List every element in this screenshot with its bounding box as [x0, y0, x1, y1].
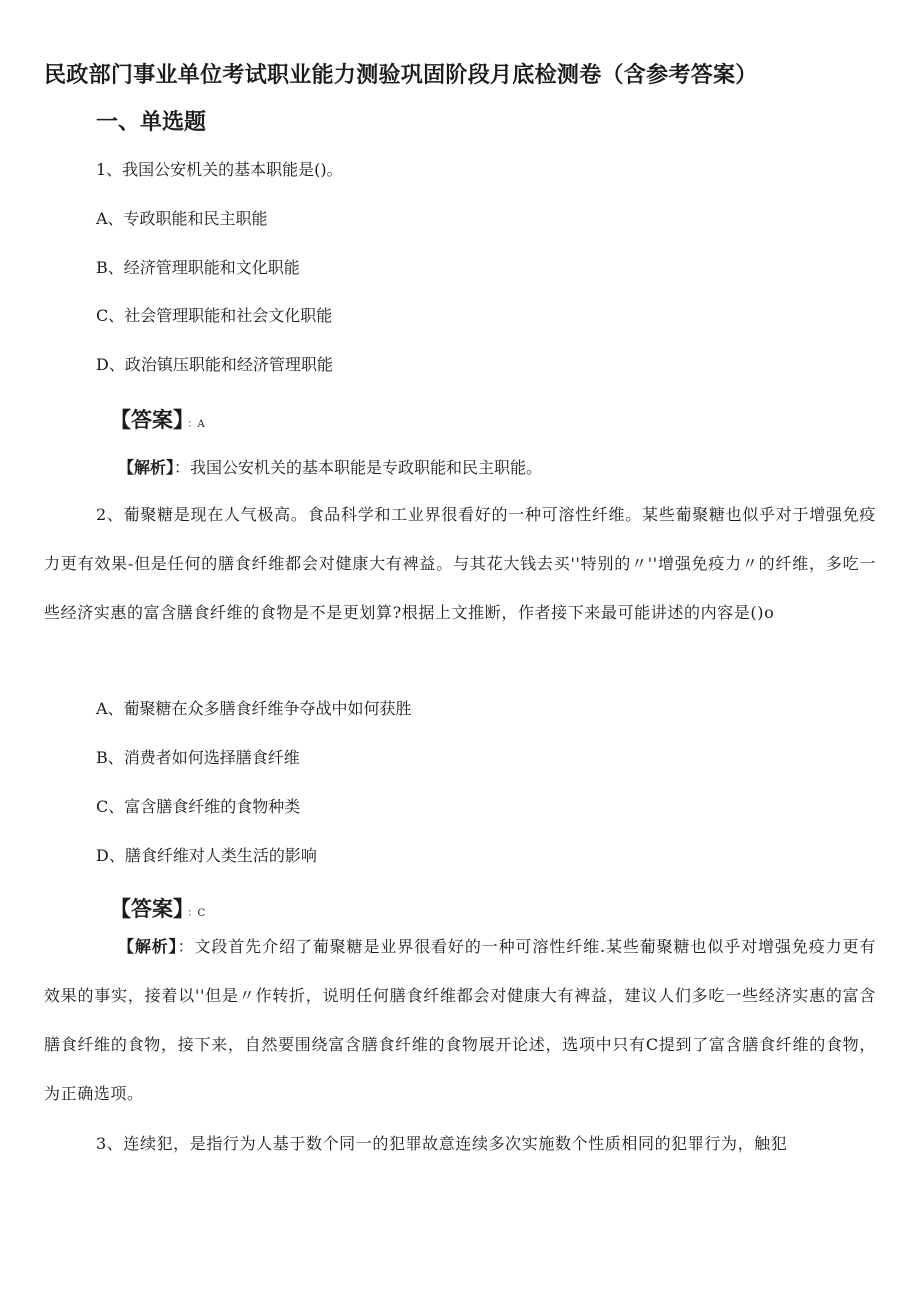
question-2-answer [110, 893, 205, 923]
answer-value: ：C [187, 908, 206, 919]
analysis-text: ：文段首先介绍了葡聚糖是业界很看好的一种可溶性纤维.某些葡聚糖也似乎对增强免疫力更有效果的事实，接着以''但是〃作转折，说明任何膳食纤维都会对健康大有裨益，建议人们多吃一些经济实惠的富含膳食纤维的食物，接下来，自然要围绕富含膳食纤维的食物展开论述，选项中只有C提到了富含膳食纤维的食物，为正确选项。 [44, 937, 876, 1103]
question-1-stem: 1、我国公安机关的基本职能是()。 [96, 160, 343, 179]
document-title: 民政部门事业单位考试职业能力测验巩固阶段月底检测卷（含参考答案） [44, 63, 758, 88]
question-1-answer [110, 404, 205, 434]
question-2-option-b: B、消费者如何选择膳食纤维 [96, 748, 300, 767]
question-3-stem: 3、连续犯，是指行为人基于数个同一的犯罪故意连续多次实施数个性质相同的犯罪行为，触犯 [96, 1134, 788, 1153]
question-1-option-b: B、经济管理职能和文化职能 [96, 258, 300, 277]
section-heading: 一、单选题 [96, 110, 207, 135]
question-1-option-c: C、社会管理职能和社会文化职能 [96, 306, 333, 325]
question-2-option-a: A、葡聚糖在众多膳食纤维争夺战中如何获胜 [96, 699, 412, 718]
analysis-text: ：我国公安机关的基本职能是专政职能和民主职能。 [174, 458, 543, 477]
question-2-stem: 2、葡聚糖是现在人气极高。食品科学和工业界很看好的一种可溶性纤维。某些葡聚糖也似乎对于增强免疫力更有效果-但是任何的膳食纤维都会对健康大有裨益。与其花大钱去买''特别的〃''增强免疫力〃的纤维，多吃一些经济实惠的富含膳食纤维的食物是不是更划算?根据上文推断，作者接下来最可能讲述的内容是()o [44, 505, 876, 622]
question-2-option-c: C、富含膳食纤维的食物种类 [96, 797, 301, 816]
question-1-option-d: D、政治镇压职能和经济管理职能 [96, 355, 333, 374]
analysis-label: 【解析】 [118, 458, 175, 477]
question-1-option-a: A、专政职能和民主职能 [96, 209, 268, 228]
question-2-option-d: D、膳食纤维对人类生活的影响 [96, 846, 317, 865]
answer-label: 【答案】 [110, 408, 184, 432]
analysis-label: 【解析】 [118, 937, 178, 956]
answer-label: 【答案】 [110, 897, 184, 921]
answer-value: ：A [187, 419, 205, 430]
question-1-analysis [118, 457, 542, 479]
question-2-analysis [44, 922, 876, 1118]
